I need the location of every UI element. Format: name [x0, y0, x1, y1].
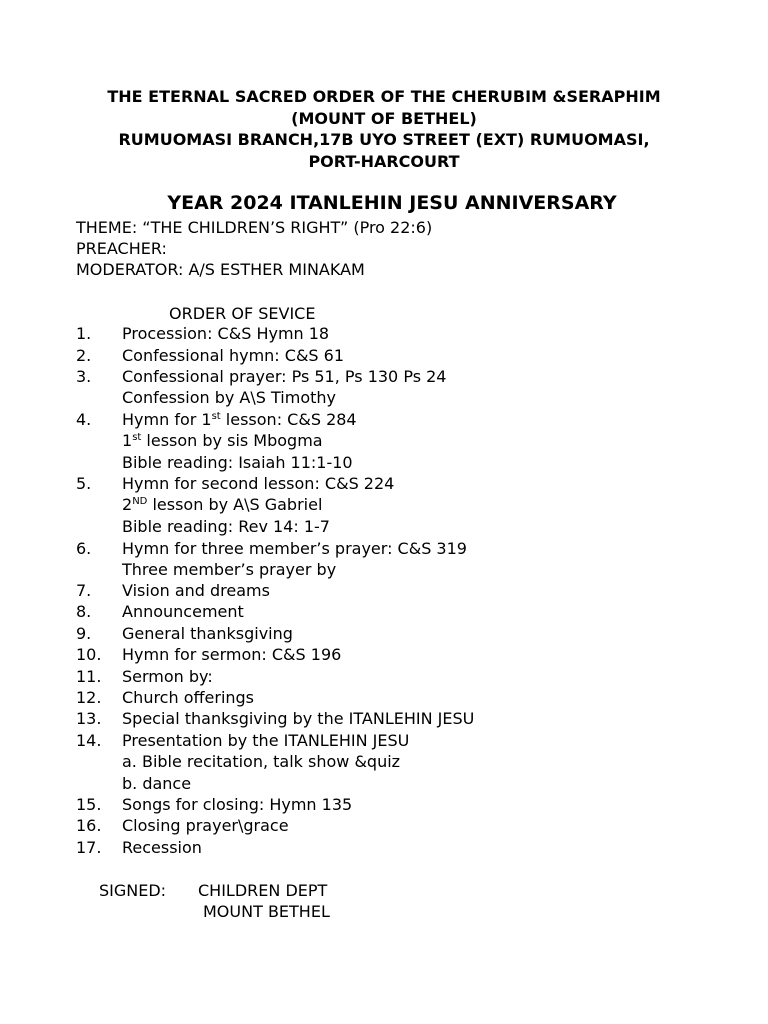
- item-number: 6.: [76, 539, 92, 558]
- list-item: [122, 494, 322, 515]
- list-item: Bible reading: Isaiah 11:1-10: [122, 453, 353, 472]
- list-item: Presentation by the ITANLEHIN JESU: [122, 731, 410, 750]
- item-number: 14.: [76, 731, 102, 750]
- list-item: Vision and dreams: [122, 581, 270, 600]
- item-text: lesson: C&S 284: [220, 410, 357, 429]
- list-item: Special thanksgiving by the ITANLEHIN JESU: [122, 709, 475, 728]
- church-header: [0, 86, 768, 172]
- list-item: Confessional hymn: C&S 61: [122, 346, 345, 365]
- item-text: Hymn for 1: [122, 410, 212, 429]
- list-item: [122, 430, 323, 451]
- item-number: 4.: [76, 410, 92, 429]
- item-number: 15.: [76, 795, 102, 814]
- item-number: 1.: [76, 324, 92, 343]
- order-of-service-heading: ORDER OF SEVICE: [169, 304, 316, 323]
- list-item: a. Bible recitation, talk show &quiz: [122, 752, 401, 771]
- list-item: Hymn for sermon: C&S 196: [122, 645, 342, 664]
- item-number: 11.: [76, 667, 102, 686]
- ordinal-suffix: ND: [132, 496, 148, 507]
- moderator-line: MODERATOR: A/S ESTHER MINAKAM: [76, 260, 365, 279]
- item-text: lesson by sis Mbogma: [141, 431, 323, 450]
- item-text: lesson by A\S Gabriel: [147, 495, 323, 514]
- item-number: 3.: [76, 367, 92, 386]
- signed-line-2: MOUNT BETHEL: [203, 902, 330, 921]
- signed-line-1: CHILDREN DEPT: [198, 881, 328, 900]
- ordinal-suffix: st: [211, 411, 221, 422]
- signed-label: SIGNED:: [99, 881, 167, 900]
- item-text: 2: [122, 495, 133, 514]
- header-line-3: RUMUOMASI BRANCH,17B UYO STREET (EXT) RUMUOMASI,: [118, 130, 650, 149]
- list-item: Bible reading: Rev 14: 1-7: [122, 517, 330, 536]
- item-number: 16.: [76, 816, 102, 835]
- header-line-1: THE ETERNAL SACRED ORDER OF THE CHERUBIM &SERAPHIM: [107, 87, 661, 106]
- list-item: Procession: C&S Hymn 18: [122, 324, 330, 343]
- preacher-line: PREACHER:: [76, 239, 167, 258]
- document-title: YEAR 2024 ITANLEHIN JESU ANNIVERSARY: [167, 192, 617, 214]
- item-number: 7.: [76, 581, 92, 600]
- list-item: Closing prayer\grace: [122, 816, 289, 835]
- list-item: Songs for closing: Hymn 135: [122, 795, 353, 814]
- item-number: 17.: [76, 838, 102, 857]
- list-item: Hymn for three member’s prayer: C&S 319: [122, 539, 467, 558]
- list-item: Hymn for second lesson: C&S 224: [122, 474, 395, 493]
- item-number: 9.: [76, 624, 92, 643]
- header-line-4: PORT-HARCOURT: [308, 151, 460, 171]
- theme-line: THEME: “THE CHILDREN’S RIGHT” (Pro 22:6): [76, 218, 433, 237]
- ordinal-suffix: st: [132, 432, 142, 443]
- list-item: b. dance: [122, 774, 192, 793]
- list-item: Church offerings: [122, 688, 255, 707]
- list-item: Three member’s prayer by: [122, 560, 337, 579]
- item-number: 13.: [76, 709, 102, 728]
- list-item: Announcement: [122, 602, 244, 621]
- item-number: 12.: [76, 688, 102, 707]
- item-text: 1: [122, 431, 133, 450]
- item-number: 8.: [76, 602, 92, 621]
- list-item: General thanksgiving: [122, 624, 293, 643]
- list-item: [122, 409, 357, 430]
- header-line-2: (MOUNT OF BETHEL): [291, 108, 477, 128]
- item-number: 5.: [76, 474, 92, 493]
- list-item: Confessional prayer: Ps 51, Ps 130 Ps 24: [122, 367, 447, 386]
- list-item: Sermon by:: [122, 667, 213, 686]
- list-item: Confession by A\S Timothy: [122, 388, 336, 407]
- item-number: 2.: [76, 346, 92, 365]
- list-item: Recession: [122, 838, 202, 857]
- item-number: 10.: [76, 645, 102, 664]
